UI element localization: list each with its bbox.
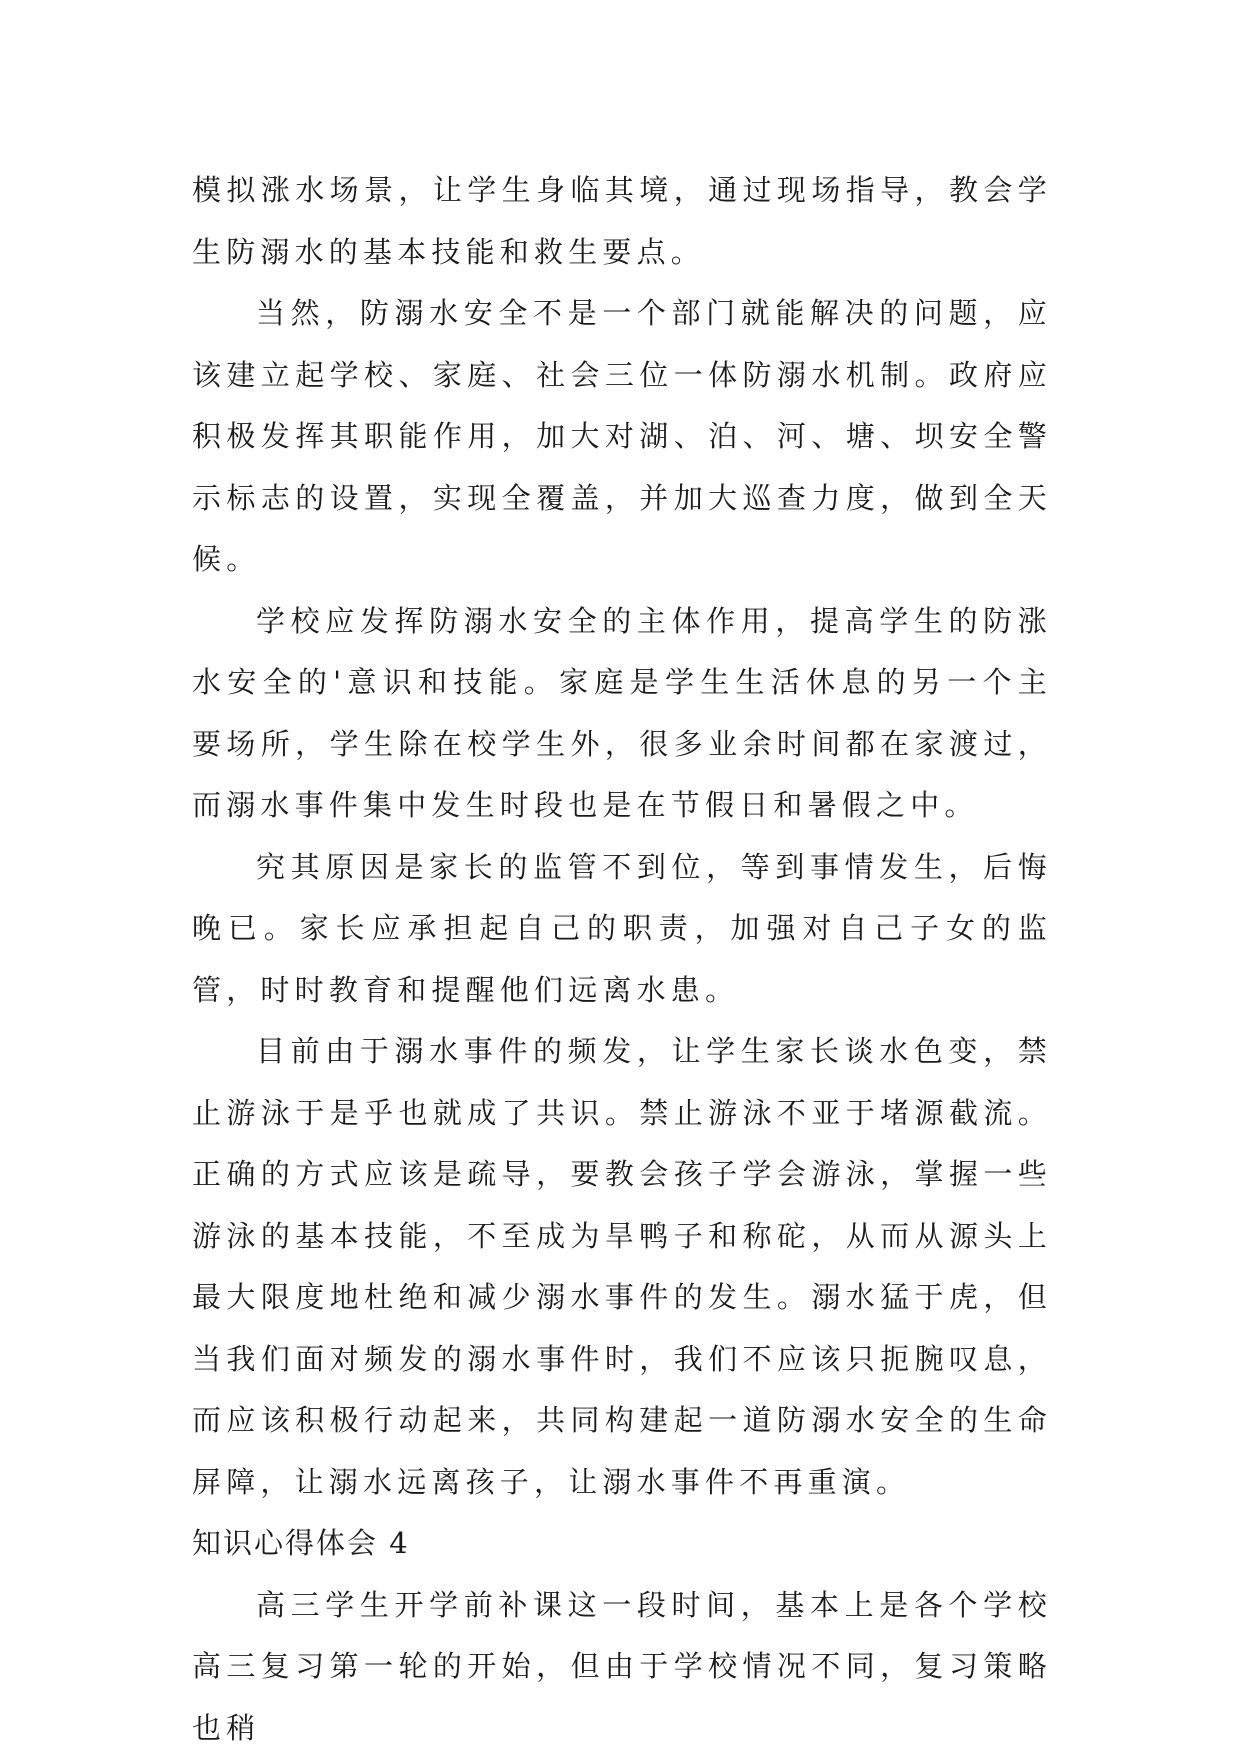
paragraph-1: 模拟涨水场景，让学生身临其境，通过现场指导，教会学生防溺水的基本技能和救生要点。 bbox=[192, 160, 1052, 283]
paragraph-5: 目前由于溺水事件的频发，让学生家长谈水色变，禁止游泳于是乎也就成了共识。禁止游泳不亚于堵源截流。正确的方式应该是疏导，要教会孩子学会游泳，掌握一些游泳的基本技能，不至成为旱鸭子和称砣，从而从源头上最大限度地杜绝和减少溺水事件的发生。溺水猛于虎，但当我们面对频发的溺水事件时，我们不应该只扼腕叹息，而应该积极行动起来，共同构建起一道防溺水安全的生命屏障，让溺水远离孩子，让溺水事件不再重演。 bbox=[192, 1021, 1052, 1513]
document-body bbox=[192, 160, 1052, 1759]
section-heading: 知识心得体会 4 bbox=[192, 1513, 1052, 1575]
paragraph-4: 究其原因是家长的监管不到位，等到事情发生，后悔晚已。家长应承担起自己的职责，加强对自己子女的监管，时时教育和提醒他们远离水患。 bbox=[192, 837, 1052, 1022]
paragraph-6: 高三学生开学前补课这一段时间，基本上是各个学校高三复习第一轮的开始，但由于学校情况不同，复习策略也稍 bbox=[192, 1575, 1052, 1759]
paragraph-3: 学校应发挥防溺水安全的主体作用，提高学生的防涨水安全的'意识和技能。家庭是学生生活休息的另一个主要场所，学生除在校学生外，很多业余时间都在家渡过，而溺水事件集中发生时段也是在节假日和暑假之中。 bbox=[192, 591, 1052, 837]
paragraph-2: 当然，防溺水安全不是一个部门就能解决的问题，应该建立起学校、家庭、社会三位一体防溺水机制。政府应积极发挥其职能作用，加大对湖、泊、河、塘、坝安全警示标志的设置，实现全覆盖，并加大巡查力度，做到全天候。 bbox=[192, 283, 1052, 591]
